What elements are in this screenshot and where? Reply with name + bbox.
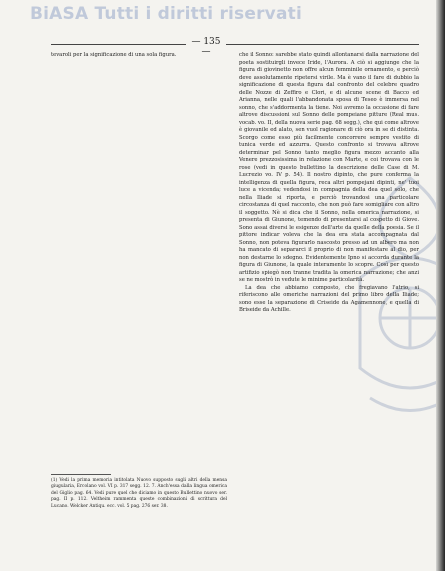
watermark-text: BiASA Tutti i diritti riservati <box>30 4 302 24</box>
footnote: (1) Vedi la prima memoria intitolata Nuovo supposto sugli altri della mensa giugularia, Ercolano vol. VI p. 317 segg. 12. 7. Anch'essa dalla lingua omerica del Giglio pag. 64. Vedi pure quel che diciamo in questo Bullettino nuovo ser. pag. II p. 112. Veltheim rammenta queste combinazioni di scrittura del Lucano. Welcker Antiqu. ecc. vol. 5 pag. 276 ser. 38. <box>51 478 227 509</box>
paragraph: che il Sonno: sarebbe stato quindi allontanarsi dalla narrazione del poeta sostituirgli invece Iride, l'Aurora. A ciò si aggiunge che la figura di giovinetto non offre alcun femminile ornamento, e perciò deve assolutamente ripetersi virile. Ma è vano il fare di dubbio la significazione di questa figura dal confronto del celebre quadro delle Nozze di Zeffiro e Clori, e di alcune scene di Bacco ed Arianna, nelle quali l'abbandonata sposa di Teseo è immersa nel sonno, che s'addormenta la tiene. Noi avremo la occasione di fare altrove discussioni sul Sonno delle pompeiane pitture (Real mus. vocab. vo. II, della nuova serie pag. 68 segg.), che qui come altrove è giovanile ed alato, sen vuol ragionare di ciò ora in se di distinta. Scorgo come esso più facilmente concorrere sempre vestito di tunica verde ed azzurra. Questo confronto si trovava altrove determinar pel Sonno tanto meglio figura mezzo accanto alla Venere prezzosissima in relazione con Marte, e coi trovava con le rose (vedi in questo bullettino la descrizione delle Case di M. Lucrezio vo. IV p. 54). Il nostro dipinto, che pure conferma la intelligenza di quella figura, reca altri pompejani dipinti, ne' tuoi luce a vicenda; vedendosi in compagnia della dea quel solo, che nella Iliade si riporta, e perciò trovandosi una particolare circostanza di quel racconto, che non può fare somigliare con altro il soggetto. Nè si dica che il Sonno, nella omerica narrazione, si presenta di Giunone, temendo di presentarsi al cospetto di Giove. Sono assai diversi le esigenze dell'arte da quelle della poesia. Se il pittore indicar voleva che la dea era stata accompagnata dal Sonno, non poteva figurarlo nascosto presso ad un albero ma non ha mancato di separarci il proprio di non manifestare al dio, per non destarne lo sdegno. Evidentemente Ipno si accorda durante la figura di Giunone, la quale interamente lo scopre. Così per questo artifizio spiegò non tranne tradita la omerica narrazione; che anzi se ne mostrò in vedute le minime particolarità. <box>239 52 419 283</box>
paragraph: tevaroli per la significazione di una sola figura. <box>51 52 177 58</box>
left-column <box>51 52 227 60</box>
header-rule-right <box>226 44 419 45</box>
header-rule-left <box>51 44 186 45</box>
right-column <box>239 52 419 315</box>
paragraph: La dea che abbiamo composto, che fregiavano l'atrio, si riferiscono alle omeriche narrazioni del primo libro della Iliade; sono esse la separazione di Criseide da Agamennone, e quella di Briseide da Achille. <box>239 284 419 313</box>
page-number: — 135 — <box>186 37 226 57</box>
footnote-rule <box>51 474 111 475</box>
footnotes <box>51 478 227 510</box>
